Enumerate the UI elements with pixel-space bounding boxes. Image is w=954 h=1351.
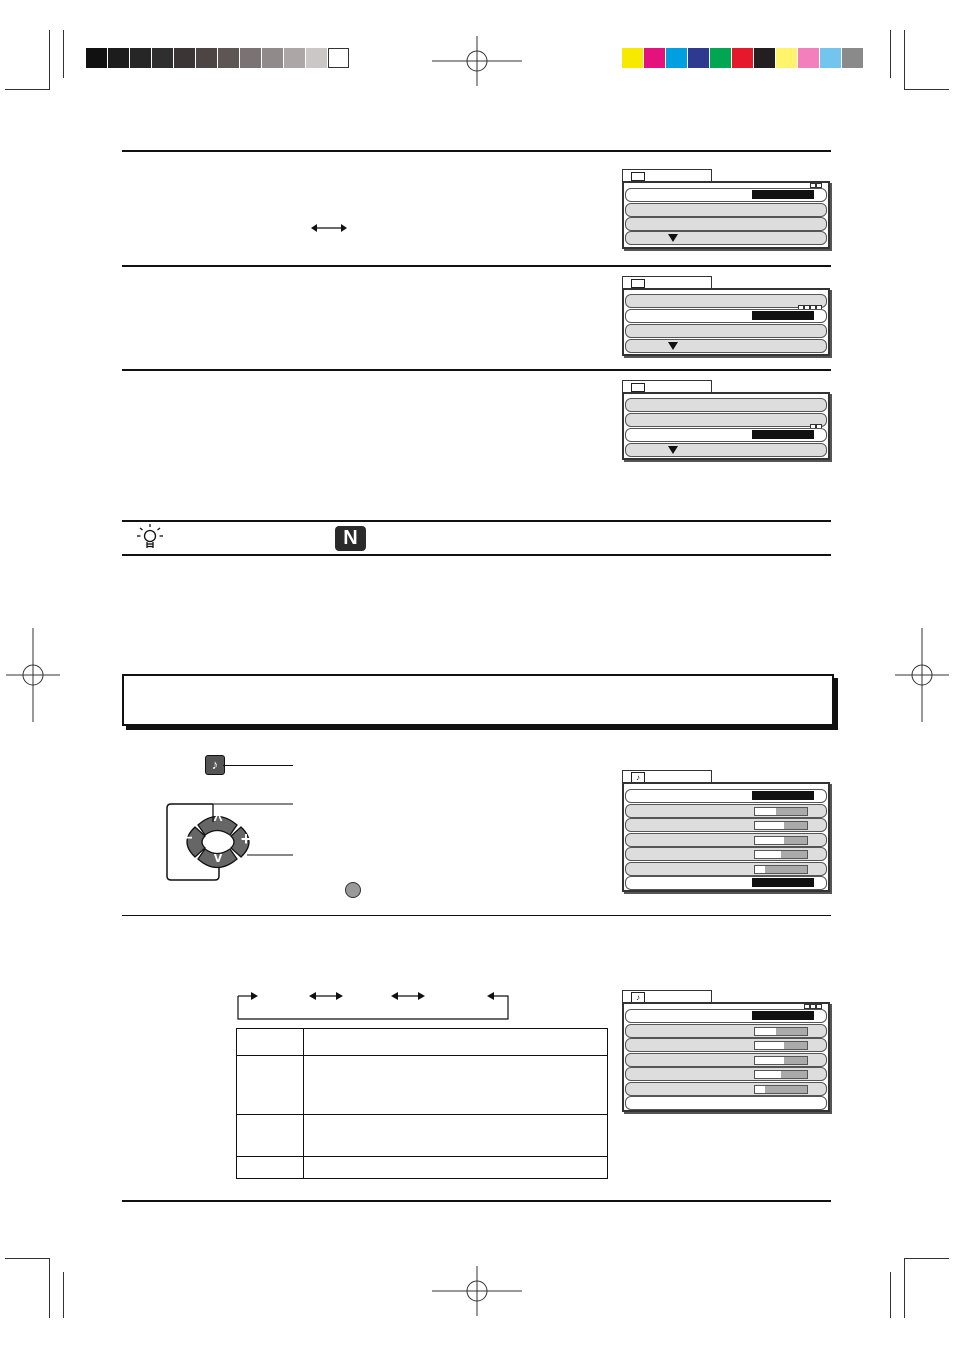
n-button-badge: N — [335, 526, 366, 551]
screen-icon — [631, 279, 645, 288]
menu-row[interactable] — [625, 847, 827, 861]
double-arrow-icon — [310, 222, 348, 234]
menu-row[interactable] — [625, 398, 827, 412]
registration-target — [430, 36, 524, 86]
color-swatch — [820, 48, 841, 68]
crop-mark — [904, 1258, 949, 1259]
menu-row[interactable] — [625, 804, 827, 818]
mode-cycle-diagram — [232, 988, 514, 1024]
level-gauge — [754, 1085, 808, 1094]
menu-row[interactable] — [625, 443, 827, 457]
color-swatch — [284, 48, 305, 68]
color-swatch — [754, 48, 775, 68]
level-gauge — [754, 1027, 808, 1036]
color-swatch — [710, 48, 731, 68]
level-gauge — [754, 1041, 808, 1050]
menu-row[interactable] — [625, 188, 827, 202]
tip-rule-top — [122, 520, 831, 522]
table-row — [237, 1115, 608, 1157]
color-swatch — [622, 48, 643, 68]
picture-menu-3 — [622, 392, 830, 460]
crop-mark — [5, 1258, 50, 1259]
registration-target — [6, 628, 60, 722]
level-gauge — [754, 1056, 808, 1065]
page-bottom-rule — [122, 1200, 831, 1202]
section-rule — [122, 150, 831, 152]
section-rule — [122, 369, 831, 371]
sound-menu-2 — [622, 993, 830, 1112]
color-swatch — [108, 48, 129, 68]
color-swatch — [842, 48, 863, 68]
color-swatch — [130, 48, 151, 68]
crop-mark — [904, 89, 949, 90]
color-swatch — [174, 48, 195, 68]
menu-row[interactable] — [625, 339, 827, 353]
screen-icon — [631, 383, 645, 392]
music-note-icon: ♪ — [631, 992, 645, 1003]
music-note-icon: ♪ — [631, 772, 645, 783]
crop-mark — [63, 30, 64, 78]
level-gauge — [754, 836, 808, 845]
tip-rule-bottom — [122, 554, 831, 556]
crop-mark — [890, 30, 891, 78]
callout-line — [223, 765, 293, 766]
menu-row[interactable] — [625, 203, 827, 217]
color-swatch — [240, 48, 261, 68]
color-swatch — [732, 48, 753, 68]
color-swatch — [776, 48, 797, 68]
menu-row[interactable] — [625, 862, 827, 876]
selected-value-bar — [752, 791, 814, 800]
color-swatch — [196, 48, 217, 68]
menu-row[interactable] — [625, 833, 827, 847]
selected-value-bar — [752, 1011, 814, 1020]
scroll-down-icon — [668, 234, 678, 242]
crop-mark — [890, 1272, 891, 1318]
color-swatch — [218, 48, 239, 68]
menu-row[interactable] — [625, 789, 827, 803]
crop-mark — [5, 89, 50, 90]
color-swatch — [666, 48, 687, 68]
crop-mark — [49, 30, 50, 90]
menu-row[interactable] — [625, 309, 827, 323]
color-swatch — [152, 48, 173, 68]
picture-menu-1 — [622, 181, 830, 249]
mode-description-table — [236, 1028, 608, 1179]
level-gauge — [754, 865, 808, 874]
plus-button[interactable]: + — [240, 829, 252, 849]
level-gauge — [754, 821, 808, 830]
crop-mark — [63, 1272, 64, 1318]
section-rule — [122, 915, 831, 916]
color-swatch — [328, 48, 349, 68]
selected-value-bar — [752, 430, 814, 439]
sound-menu-1 — [622, 773, 830, 892]
menu-row[interactable] — [625, 1009, 827, 1023]
crop-mark — [904, 30, 905, 90]
selected-value-bar — [752, 190, 814, 199]
level-gauge — [754, 1070, 808, 1079]
menu-row[interactable] — [625, 217, 827, 231]
up-button[interactable]: ^ — [213, 812, 223, 829]
sound-button[interactable]: ♪ — [205, 755, 225, 775]
level-gauge — [754, 850, 808, 859]
menu-row[interactable] — [625, 1024, 827, 1038]
menu-row[interactable] — [625, 294, 827, 308]
table-row — [237, 1029, 608, 1056]
table-row — [237, 1056, 608, 1115]
selected-value-bar — [752, 311, 814, 320]
menu-row[interactable] — [625, 1082, 827, 1096]
screen-icon — [631, 172, 645, 181]
menu-row[interactable] — [625, 413, 827, 427]
menu-row[interactable] — [625, 324, 827, 338]
section-title-box — [122, 674, 834, 726]
menu-row[interactable] — [625, 1067, 827, 1081]
lightbulb-icon — [134, 522, 166, 554]
color-swatch — [262, 48, 283, 68]
menu-row[interactable] — [625, 231, 827, 245]
menu-row[interactable] — [625, 818, 827, 832]
table-row — [237, 1157, 608, 1179]
menu-row[interactable] — [625, 1038, 827, 1052]
minus-button[interactable]: − — [183, 830, 193, 847]
level-gauge — [754, 807, 808, 816]
picture-menu-2 — [622, 288, 830, 356]
color-swatch — [798, 48, 819, 68]
color-swatch — [688, 48, 709, 68]
registration-target — [895, 628, 949, 722]
section-rule — [122, 265, 831, 267]
menu-row[interactable] — [625, 428, 827, 442]
menu-row[interactable] — [625, 1053, 827, 1067]
color-swatch — [644, 48, 665, 68]
color-swatch — [86, 48, 107, 68]
crop-mark — [49, 1258, 50, 1318]
scroll-down-icon — [668, 446, 678, 454]
selected-value-bar — [752, 878, 814, 887]
menu-row[interactable] — [625, 876, 827, 890]
registration-target — [430, 1266, 524, 1316]
color-swatch — [306, 48, 327, 68]
scroll-down-icon — [668, 342, 678, 350]
down-button[interactable]: v — [213, 849, 223, 866]
menu-row[interactable] — [625, 1096, 827, 1110]
ok-button-icon — [345, 882, 361, 898]
crop-mark — [904, 1258, 905, 1318]
